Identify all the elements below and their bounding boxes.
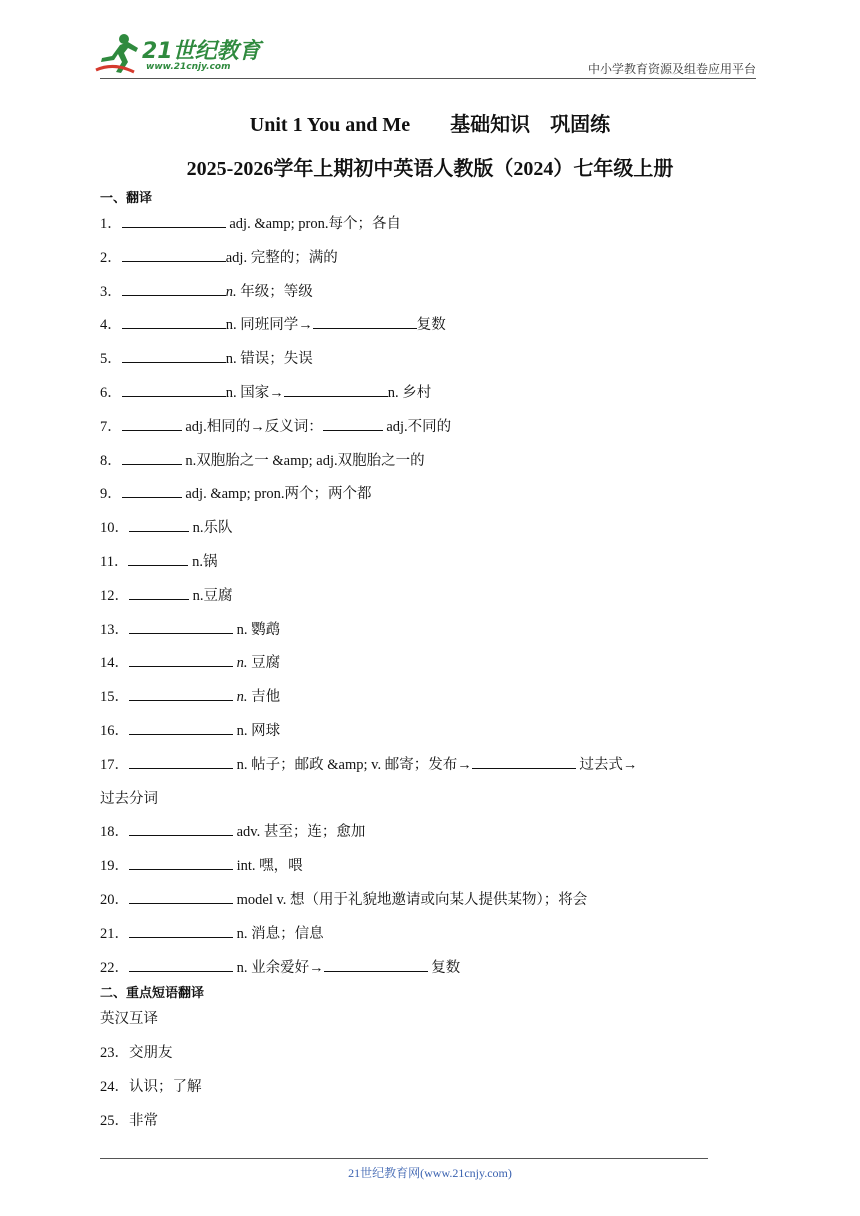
answer-blank[interactable] bbox=[122, 314, 226, 329]
answer-blank[interactable] bbox=[129, 889, 233, 904]
list-item: 18． adv. 甚至；连；愈加 bbox=[100, 816, 760, 850]
list-item: 20． model v. 想（用于礼貌地邀请或向某人提供某物）；将会 bbox=[100, 884, 760, 918]
list-item: 11． n.锅 bbox=[100, 546, 760, 580]
section-heading-phrases: 二、重点短语翻译 bbox=[100, 986, 205, 1002]
list-item: 3． n. 年级；等级 bbox=[100, 276, 760, 310]
footer-link[interactable]: 21世纪教育网(www.21cnjy.com) bbox=[348, 1166, 512, 1180]
brand-name: 21世纪教育 bbox=[142, 39, 261, 64]
answer-blank[interactable] bbox=[129, 821, 233, 836]
runner-logo-icon bbox=[94, 32, 140, 76]
list-item: 6． n. 国家→ n. 乡村 bbox=[100, 377, 760, 411]
answer-blank[interactable] bbox=[129, 923, 233, 938]
answer-blank[interactable] bbox=[129, 652, 233, 667]
answer-blank[interactable] bbox=[122, 247, 226, 262]
list-item: 22． n. 业余爱好→ 复数 bbox=[100, 952, 760, 986]
answer-blank[interactable] bbox=[129, 754, 233, 769]
list-item: 2． adj. 完整的；满的 bbox=[100, 242, 760, 276]
answer-blank[interactable] bbox=[122, 450, 182, 465]
list-item: 7． adj.相同的→反义词： adj.不同的 bbox=[100, 411, 760, 445]
list-item: 5． n. 错误；失误 bbox=[100, 343, 760, 377]
answer-blank[interactable] bbox=[122, 382, 226, 397]
answer-blank[interactable] bbox=[122, 348, 226, 363]
footer-divider bbox=[100, 1158, 708, 1159]
list-item: 15． n. 吉他 bbox=[100, 681, 760, 715]
list-item: 21． n. 消息；信息 bbox=[100, 918, 760, 952]
logo bbox=[94, 30, 264, 80]
list-item: 24．认识；了解 bbox=[100, 1078, 202, 1095]
page-subtitle: 2025-2026学年上期初中英语人教版（2024）七年级上册 bbox=[186, 158, 674, 180]
platform-label: 中小学教育资源及组卷应用平台 bbox=[587, 62, 756, 76]
answer-blank[interactable] bbox=[128, 551, 188, 566]
list-item: 19． int. 嘿，喂 bbox=[100, 850, 760, 884]
list-item: 9． adj. &amp; pron.两个；两个都 bbox=[100, 478, 760, 512]
answer-blank[interactable] bbox=[122, 213, 226, 228]
answer-blank[interactable] bbox=[284, 382, 388, 397]
list-item: 17． n. 帖子；邮政 &amp; v. 邮寄；发布→ 过去式→ bbox=[100, 749, 760, 783]
answer-blank[interactable] bbox=[129, 720, 233, 735]
worksheet-body bbox=[100, 190, 760, 1139]
answer-blank[interactable] bbox=[122, 281, 226, 296]
list-item: 12． n.豆腐 bbox=[100, 580, 760, 614]
list-item: 13． n. 鹦鹉 bbox=[100, 614, 760, 648]
answer-blank[interactable] bbox=[324, 957, 428, 972]
header-divider bbox=[100, 78, 756, 79]
answer-blank[interactable] bbox=[129, 619, 233, 634]
list-item: 23．交朋友 bbox=[100, 1045, 173, 1062]
list-item: 1． adj. &amp; pron.每个；各自 bbox=[100, 208, 760, 242]
answer-blank[interactable] bbox=[129, 517, 189, 532]
list-item-continuation: 过去分词 bbox=[100, 790, 158, 807]
answer-blank[interactable] bbox=[129, 585, 189, 600]
list-item: 10． n.乐队 bbox=[100, 512, 760, 546]
section-subheading: 英汉互译 bbox=[100, 1011, 158, 1028]
section-heading-translation: 一、翻译 bbox=[100, 191, 153, 206]
brand-url: www.21cnjy.com bbox=[146, 62, 231, 72]
list-item: 8． n.双胞胎之一 &amp; adj.双胞胎之一的 bbox=[100, 445, 760, 479]
answer-blank[interactable] bbox=[472, 754, 576, 769]
answer-blank[interactable] bbox=[129, 957, 233, 972]
list-item: 14． n. 豆腐 bbox=[100, 647, 760, 681]
answer-blank[interactable] bbox=[129, 686, 233, 701]
list-item: 4． n. 同班同学→ 复数 bbox=[100, 309, 760, 343]
list-item: 16． n. 网球 bbox=[100, 715, 760, 749]
answer-blank[interactable] bbox=[323, 416, 383, 431]
answer-blank[interactable] bbox=[122, 483, 182, 498]
answer-blank[interactable] bbox=[313, 314, 417, 329]
answer-blank[interactable] bbox=[122, 416, 182, 431]
answer-blank[interactable] bbox=[129, 855, 233, 870]
page-title: Unit 1 You and Me 基础知识 巩固练 bbox=[249, 114, 611, 136]
list-item: 25．非常 bbox=[100, 1112, 158, 1129]
